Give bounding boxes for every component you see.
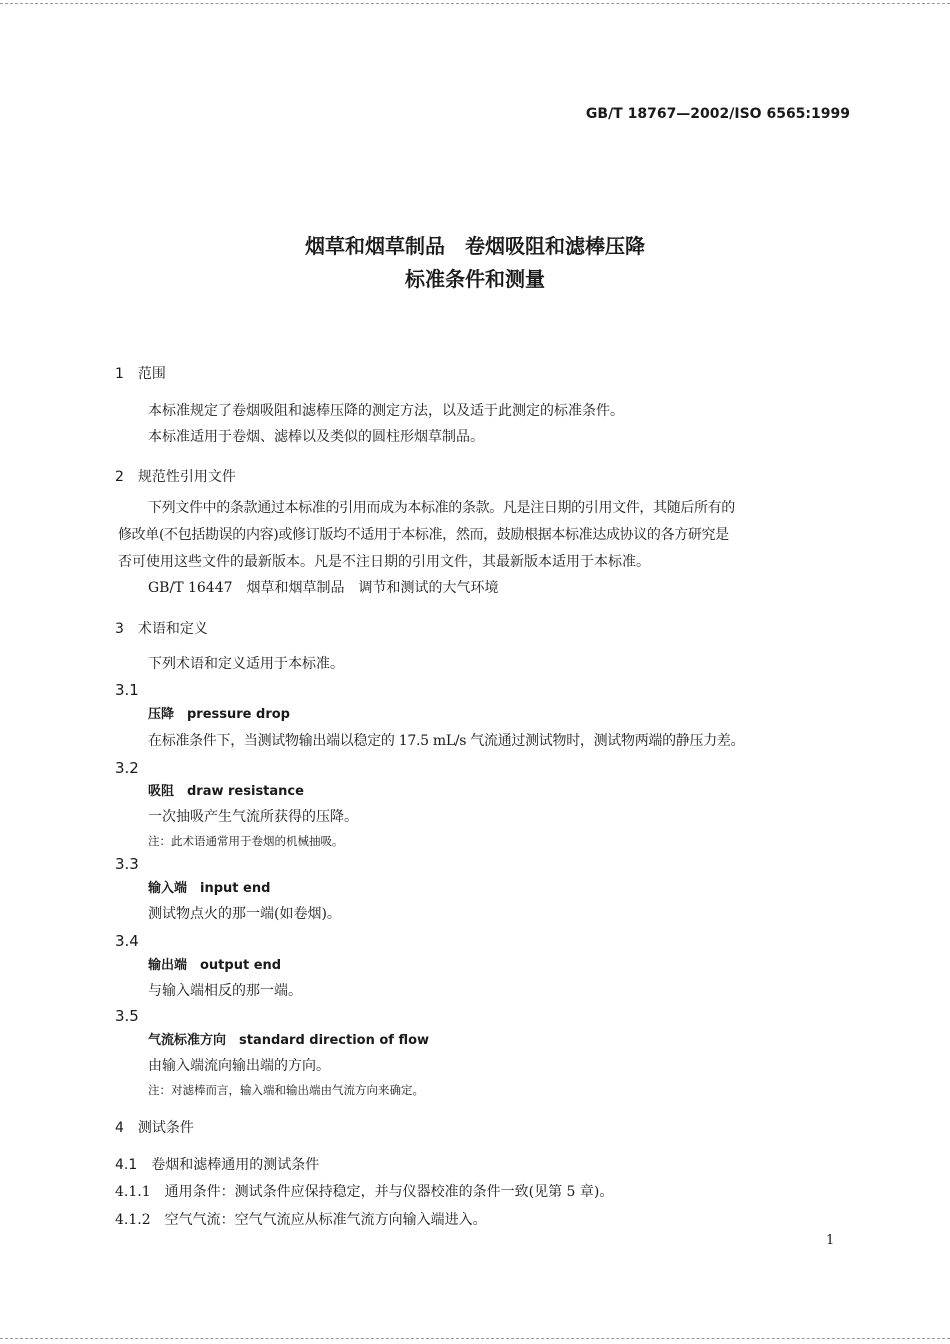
section-1-heading: 1 范围	[115, 366, 166, 382]
section-4-heading: 4 测试条件	[115, 1120, 194, 1136]
document-title-line2: 标准条件和测量	[405, 267, 545, 291]
paragraph: 本标准适用于卷烟、滤棒以及类似的圆柱形烟草制品。	[148, 429, 484, 445]
section-3-heading: 3 术语和定义	[115, 621, 208, 637]
scan-edge-bottom	[0, 1338, 950, 1339]
document-title-line1: 烟草和烟草制品 卷烟吸阻和滤棒压降	[305, 234, 645, 258]
subsection-heading: 4.1 卷烟和滤棒通用的测试条件	[115, 1157, 320, 1173]
term-definition: 在标准条件下，当测试物输出端以稳定的 17.5 mL/s 气流通过测试物时，测试物两端的静压力差。	[148, 733, 745, 749]
term-number: 3.3	[115, 855, 139, 873]
term-definition: 一次抽吸产生气流所获得的压降。	[148, 809, 358, 825]
paragraph: 下列文件中的条款通过本标准的引用而成为本标准的条款。凡是注日期的引用文件，其随后所有的	[148, 500, 735, 516]
term-number: 3.4	[115, 932, 139, 950]
term-name: 气流标准方向 standard direction of flow	[148, 1033, 430, 1048]
note: 注：此术语通常用于卷烟的机械抽吸。	[148, 834, 344, 848]
term-number: 3.1	[115, 681, 139, 699]
paragraph: 否可使用这些文件的最新版本。凡是不注日期的引用文件，其最新版本适用于本标准。	[118, 554, 650, 570]
term-definition: 由输入端流向输出端的方向。	[148, 1058, 330, 1074]
term-name: 输入端 input end	[148, 881, 271, 896]
scan-edge-top	[0, 3, 950, 4]
note: 注：对滤棒而言，输入端和输出端由气流方向来确定。	[148, 1083, 424, 1097]
term-name: 吸阻 draw resistance	[148, 784, 304, 799]
standard-code: GB/T 18767—2002/ISO 6565:1999	[585, 106, 850, 122]
paragraph: 本标准规定了卷烟吸阻和滤棒压降的测定方法，以及适于此测定的标准条件。	[148, 403, 624, 419]
term-definition: 测试物点火的那一端(如卷烟)。	[148, 906, 341, 922]
term-number: 3.5	[115, 1007, 139, 1025]
clause: 4.1.2 空气气流：空气气流应从标准气流方向输入端进入。	[115, 1212, 487, 1228]
term-definition: 与输入端相反的那一端。	[148, 983, 302, 999]
normative-reference: GB/T 16447 烟草和烟草制品 调节和测试的大气环境	[148, 580, 499, 596]
section-2-heading: 2 规范性引用文件	[115, 469, 236, 485]
term-name: 压降 pressure drop	[148, 707, 290, 722]
term-name: 输出端 output end	[148, 958, 282, 973]
clause: 4.1.1 通用条件：测试条件应保持稳定，并与仪器校准的条件一致(见第 5 章)。	[115, 1184, 614, 1200]
term-number: 3.2	[115, 759, 139, 777]
page-number: 1	[826, 1233, 835, 1248]
paragraph: 修改单(不包括勘误的内容)或修订版均不适用于本标准，然而，鼓励根据本标准达成协议的各方研究是	[118, 527, 729, 543]
paragraph: 下列术语和定义适用于本标准。	[148, 656, 344, 672]
